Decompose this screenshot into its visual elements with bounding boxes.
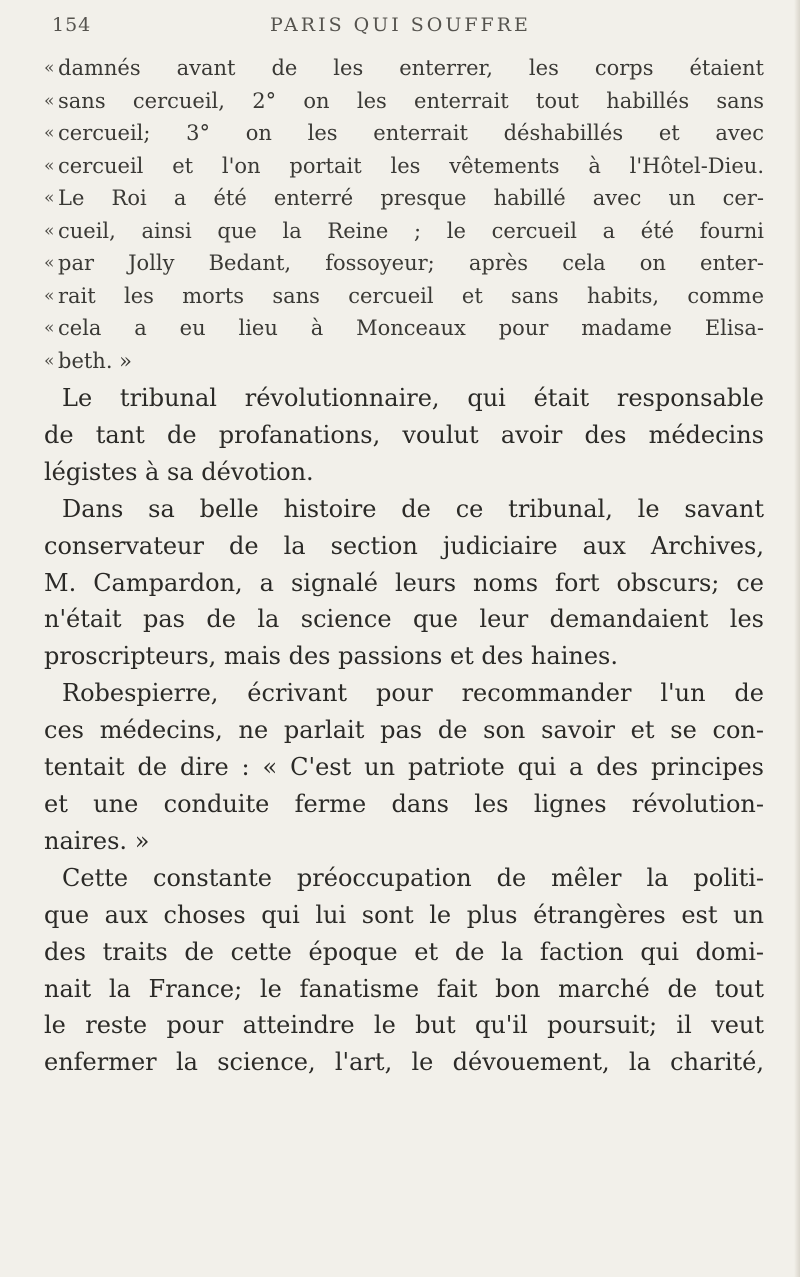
page-number: 154: [52, 14, 92, 36]
quote-mark: «: [44, 318, 55, 338]
quote-line: « cercueil et l'on portait les vêtements à l'Hôtel-Dieu.: [44, 150, 764, 183]
paragraph-line: M. Campardon, a signalé leurs noms fort obscurs; ce: [44, 568, 764, 597]
quote-mark: «: [44, 58, 55, 78]
paragraph-line: naires. »: [44, 826, 150, 855]
quote-line: « damnés avant de les enterrer, les corps étaient: [44, 52, 764, 85]
paragraph-line: des traits de cette époque et de la faction qui domi-: [44, 937, 764, 966]
paragraph-line: enfermer la science, l'art, le dévouement, la charité,: [44, 1048, 764, 1077]
paragraph-line: conservateur de la section judiciaire aux Archives,: [44, 531, 764, 560]
paragraph-line: Dans sa belle histoire de ce tribunal, le savant: [62, 494, 764, 523]
paragraph-line: nait la France; le fanatisme fait bon marché de tout: [44, 974, 764, 1003]
quote-line: « beth. »: [44, 345, 764, 378]
quote-line: « cela a eu lieu à Monceaux pour madame Elisa-: [44, 312, 764, 345]
quote-mark: «: [44, 253, 55, 273]
quote-mark: «: [44, 155, 55, 176]
quote-mark: «: [44, 350, 55, 371]
paragraph-line: n'était pas de la science que leur demandaient les: [44, 605, 764, 634]
page-text: [44, 52, 764, 1081]
paragraph-line: ces médecins, ne parlait pas de son savoir et se con-: [44, 716, 764, 745]
quote-line: « Le Roi a été enterré presque habillé avec un cer-: [44, 182, 764, 215]
body-text: [44, 380, 764, 1081]
quote-line: « cercueil; 3° on les enterrait déshabillés et avec: [44, 117, 764, 150]
quote-line: « rait les morts sans cercueil et sans habits, comme: [44, 280, 764, 313]
paragraph-line: légistes à sa dévotion.: [44, 457, 314, 486]
quote-mark: «: [44, 285, 55, 306]
paragraph-line: Cette constante préoccupation de mêler la politi-: [62, 863, 764, 892]
quote-mark: «: [44, 220, 55, 241]
quote-line: « cueil, ainsi que la Reine ; le cercueil a été fourni: [44, 215, 764, 248]
quote-line: « sans cercueil, 2° on les enterrait tout habillés sans: [44, 85, 764, 118]
page-edge-shadow: [794, 0, 800, 1277]
quotation-block: [44, 52, 764, 377]
paragraph-line: le reste pour atteindre le but qu'il poursuit; il veut: [44, 1011, 764, 1040]
paragraph-line: et une conduite ferme dans les lignes révolution-: [44, 789, 764, 818]
page-header: [52, 14, 752, 48]
quote-line: « par Jolly Bedant, fossoyeur; après cela on enter-: [44, 247, 764, 280]
paragraph-line: que aux choses qui lui sont le plus étrangères est un: [44, 900, 764, 929]
quote-mark: «: [44, 123, 55, 143]
quote-mark: «: [44, 90, 55, 111]
paragraph-line: Robespierre, écrivant pour recommander l'un de: [62, 679, 764, 708]
paragraph-line: proscripteurs, mais des passions et des haines.: [44, 642, 618, 671]
quote-mark: «: [44, 188, 55, 208]
paragraph-line: Le tribunal révolutionnaire, qui était responsable: [62, 384, 764, 412]
paragraph-line: de tant de profanations, voulut avoir des médecins: [44, 420, 764, 449]
running-head: PARIS QUI SOUFFRE: [270, 14, 531, 36]
paragraph-line: tentait de dire : « C'est un patriote qui a des principes: [44, 753, 764, 782]
